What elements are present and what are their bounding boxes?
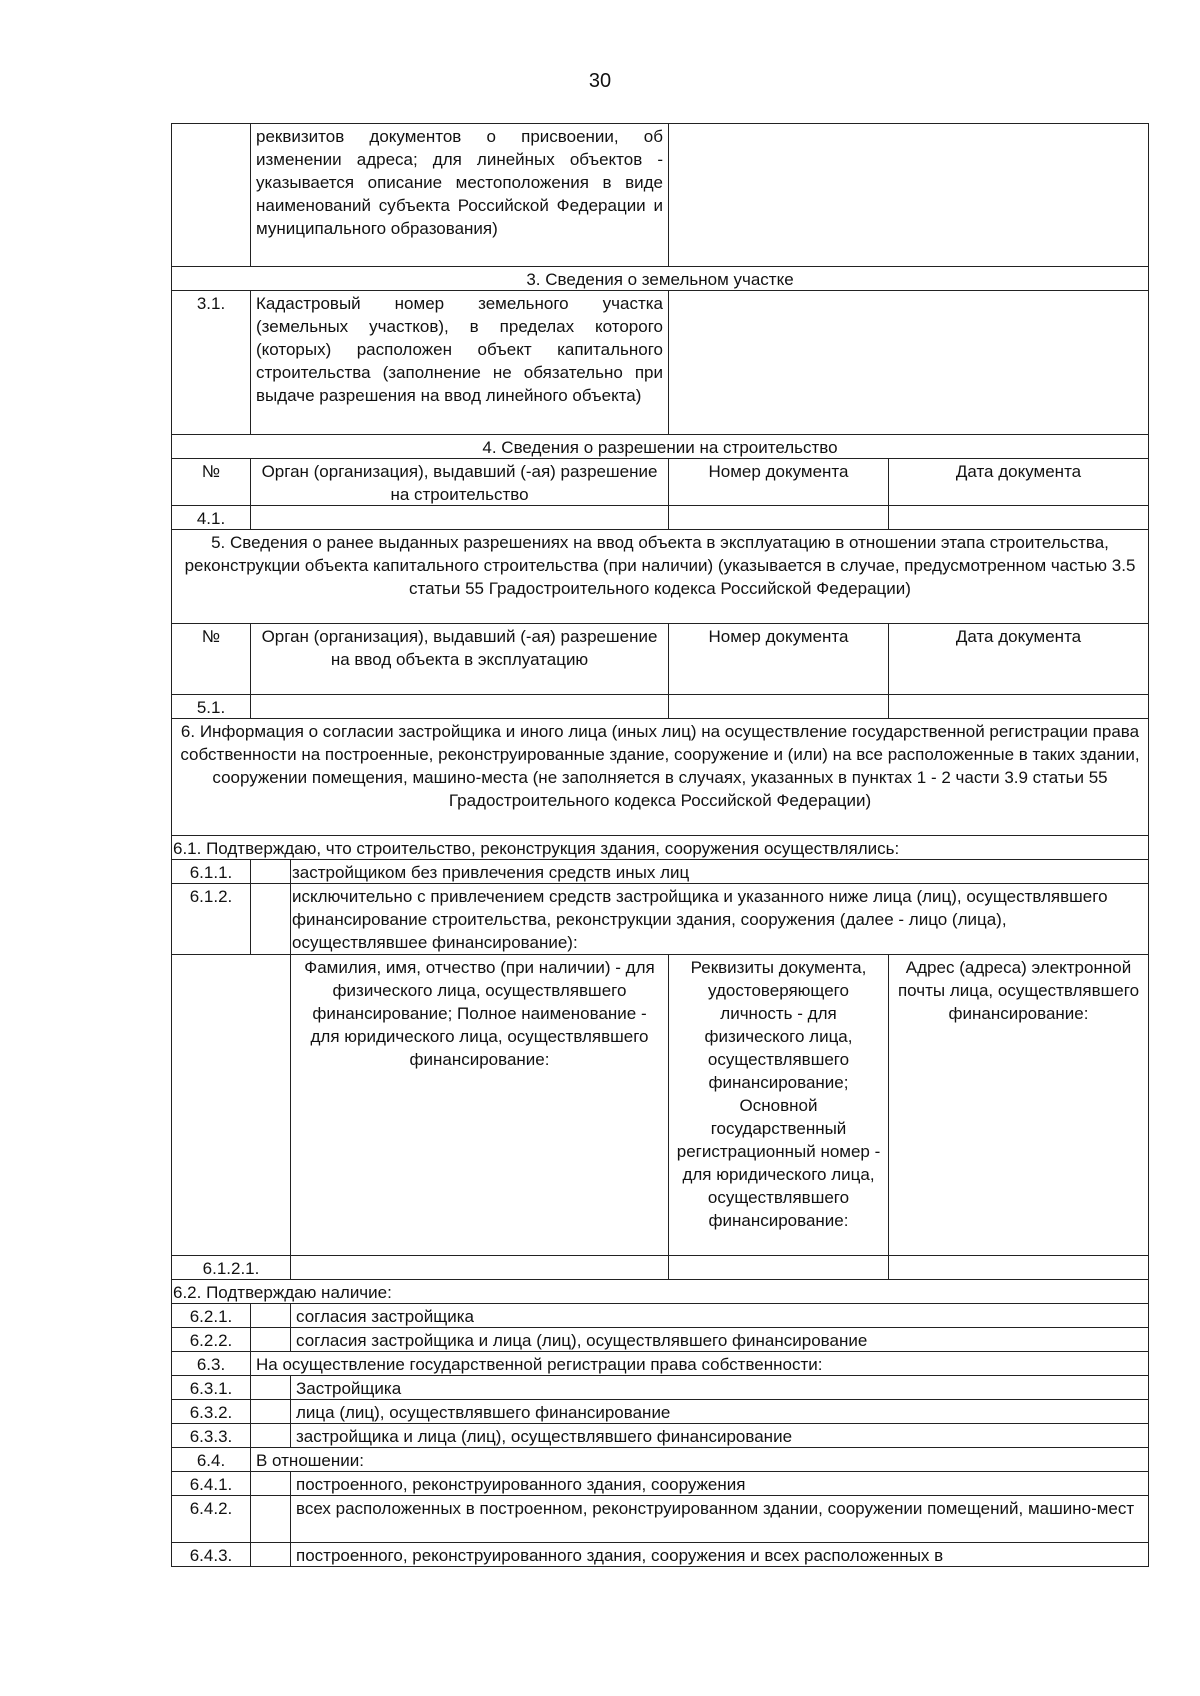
option-6-4-3-text: построенного, реконструированного здания, сооружения и всех расположенных в xyxy=(290,1542,1149,1567)
column-header-doc-number: Номер документа xyxy=(668,458,889,506)
option-6-3-1-text: Застройщика xyxy=(290,1375,1149,1400)
doc-number-value-cell[interactable] xyxy=(668,694,889,719)
option-6-4-2-text: всех расположенных в построенном, реконструированном здании, сооружении помещений, машино-мест xyxy=(290,1495,1149,1543)
regarding-6-4-text: В отношении: xyxy=(250,1447,1149,1472)
checkbox-6-1-2[interactable] xyxy=(250,883,291,955)
row-number: 6.1.2.1. xyxy=(171,1255,291,1280)
table-cell-empty xyxy=(171,954,291,1256)
table-cell-empty xyxy=(171,123,251,267)
page-number: 30 xyxy=(588,70,612,92)
confirmation-6-1: 6.1. Подтверждаю, что строительство, реконструкция здания, сооружения осуществлялись: xyxy=(171,835,1149,860)
column-header-number: № xyxy=(171,623,251,695)
doc-date-value-cell[interactable] xyxy=(888,694,1149,719)
address-details-text: реквизитов документов о присвоении, об изменении адреса; для линейных объектов - указывается описание местоположения в виде наименований субъекта Российской Федерации и муниципального образования) xyxy=(250,123,669,267)
section-4-header: 4. Сведения о разрешении на строительство xyxy=(171,434,1149,459)
column-header-doc-date: Дата документа xyxy=(888,458,1149,506)
section-5-header: 5. Сведения о ранее выданных разрешениях на ввод объекта в эксплуатацию в отношении этапа строительства, реконструкции объекта капитального строительства (при наличии) (указывается в случае, предусмотренном частью 3.5 статьи 55 Градостроительного кодекса Российской Федерации) xyxy=(171,529,1149,624)
financier-email-value[interactable] xyxy=(888,1255,1149,1280)
column-header-financier-email: Адрес (адреса) электронной почты лица, осуществлявшего финансирование: xyxy=(888,954,1149,1256)
organ-value-cell[interactable] xyxy=(250,505,669,530)
row-number: 6.2.2. xyxy=(171,1327,251,1352)
option-6-4-1-text: построенного, реконструированного здания, сооружения xyxy=(290,1471,1149,1496)
confirmation-6-2: 6.2. Подтверждаю наличие: xyxy=(171,1279,1149,1304)
checkbox-6-1-1[interactable] xyxy=(250,859,291,884)
row-number: 6.1.2. xyxy=(171,883,251,955)
registration-6-3-text: На осуществление государственной регистрации права собственности: xyxy=(250,1351,1149,1376)
doc-date-value-cell[interactable] xyxy=(888,505,1149,530)
section-6-header: 6. Информация о согласии застройщика и иного лица (иных лиц) на осуществление государственной регистрации права собственности на построенные, реконструированные здание, сооружение и (или) на все расположенные в таких здании, сооружении помещения, машино-места (не заполняется в случаях, указанных в пунктах 1 - 2 части 3.9 статьи 55 Градостроительного кодекса Российской Федерации) xyxy=(171,718,1149,836)
column-header-financier-requisites: Реквизиты документа, удостоверяющего личность - для физического лица, осуществлявшего финансирование; Основной государственный регистрационный номер - для юридического лица, осуществлявшего финансирование: xyxy=(668,954,889,1256)
section-3-header: 3. Сведения о земельном участке xyxy=(171,266,1149,291)
checkbox-6-4-1[interactable] xyxy=(250,1471,291,1496)
column-header-financier-name: Фамилия, имя, отчество (при наличии) - для физического лица, осуществлявшего финансирование; Полное наименование - для юридического лица, осуществлявшего финансирование: xyxy=(290,954,669,1256)
option-6-2-1-text: согласия застройщика xyxy=(290,1303,1149,1328)
option-6-3-2-text: лица (лиц), осуществлявшего финансирование xyxy=(290,1399,1149,1424)
financier-requisites-value[interactable] xyxy=(668,1255,889,1280)
checkbox-6-3-2[interactable] xyxy=(250,1399,291,1424)
address-value-cell[interactable] xyxy=(668,123,1149,267)
option-6-1-2-text: исключительно с привлечением средств застройщика и указанного ниже лица (лиц), осуществлявшего финансирование строительства, реконструкции здания, сооружения (далее - лицо (лица), осуществлявшее финансирование): xyxy=(290,883,1149,955)
row-number: 4.1. xyxy=(171,505,251,530)
checkbox-6-2-1[interactable] xyxy=(250,1303,291,1328)
column-header-number: № xyxy=(171,458,251,506)
row-number: 6.4.2. xyxy=(171,1495,251,1543)
row-number: 5.1. xyxy=(171,694,251,719)
option-6-2-2-text: согласия застройщика и лица (лиц), осуществлявшего финансирование xyxy=(290,1327,1149,1352)
cadastral-number-label: Кадастровый номер земельного участка (земельных участков), в пределах которого (которых) расположен объект капитального строительства (заполнение не обязательно при выдаче разрешения на ввод линейного объекта) xyxy=(250,290,669,435)
checkbox-6-4-2[interactable] xyxy=(250,1495,291,1543)
checkbox-6-2-2[interactable] xyxy=(250,1327,291,1352)
cadastral-number-value[interactable] xyxy=(668,290,1149,435)
row-number: 6.2.1. xyxy=(171,1303,251,1328)
doc-number-value-cell[interactable] xyxy=(668,505,889,530)
form-table xyxy=(171,123,1149,1601)
column-header-doc-number: Номер документа xyxy=(668,623,889,695)
column-header-organ: Орган (организация), выдавший (-ая) разрешение на строительство xyxy=(250,458,669,506)
option-6-3-3-text: застройщика и лица (лиц), осуществлявшего финансирование xyxy=(290,1423,1149,1448)
checkbox-6-3-3[interactable] xyxy=(250,1423,291,1448)
option-6-1-1-text: застройщиком без привлечения средств иных лиц xyxy=(290,859,1149,884)
row-number: 6.3.2. xyxy=(171,1399,251,1424)
financier-name-value[interactable] xyxy=(290,1255,669,1280)
row-number: 6.4.1. xyxy=(171,1471,251,1496)
row-number: 6.1.1. xyxy=(171,859,251,884)
organ-value-cell[interactable] xyxy=(250,694,669,719)
row-number: 6.3.3. xyxy=(171,1423,251,1448)
row-number: 6.4. xyxy=(171,1447,251,1472)
checkbox-6-3-1[interactable] xyxy=(250,1375,291,1400)
row-number: 3.1. xyxy=(171,290,251,435)
row-number: 6.4.3. xyxy=(171,1542,251,1567)
row-number: 6.3.1. xyxy=(171,1375,251,1400)
column-header-organ: Орган (организация), выдавший (-ая) разрешение на ввод объекта в эксплуатацию xyxy=(250,623,669,695)
checkbox-6-4-3[interactable] xyxy=(250,1542,291,1567)
row-number: 6.3. xyxy=(171,1351,251,1376)
column-header-doc-date: Дата документа xyxy=(888,623,1149,695)
